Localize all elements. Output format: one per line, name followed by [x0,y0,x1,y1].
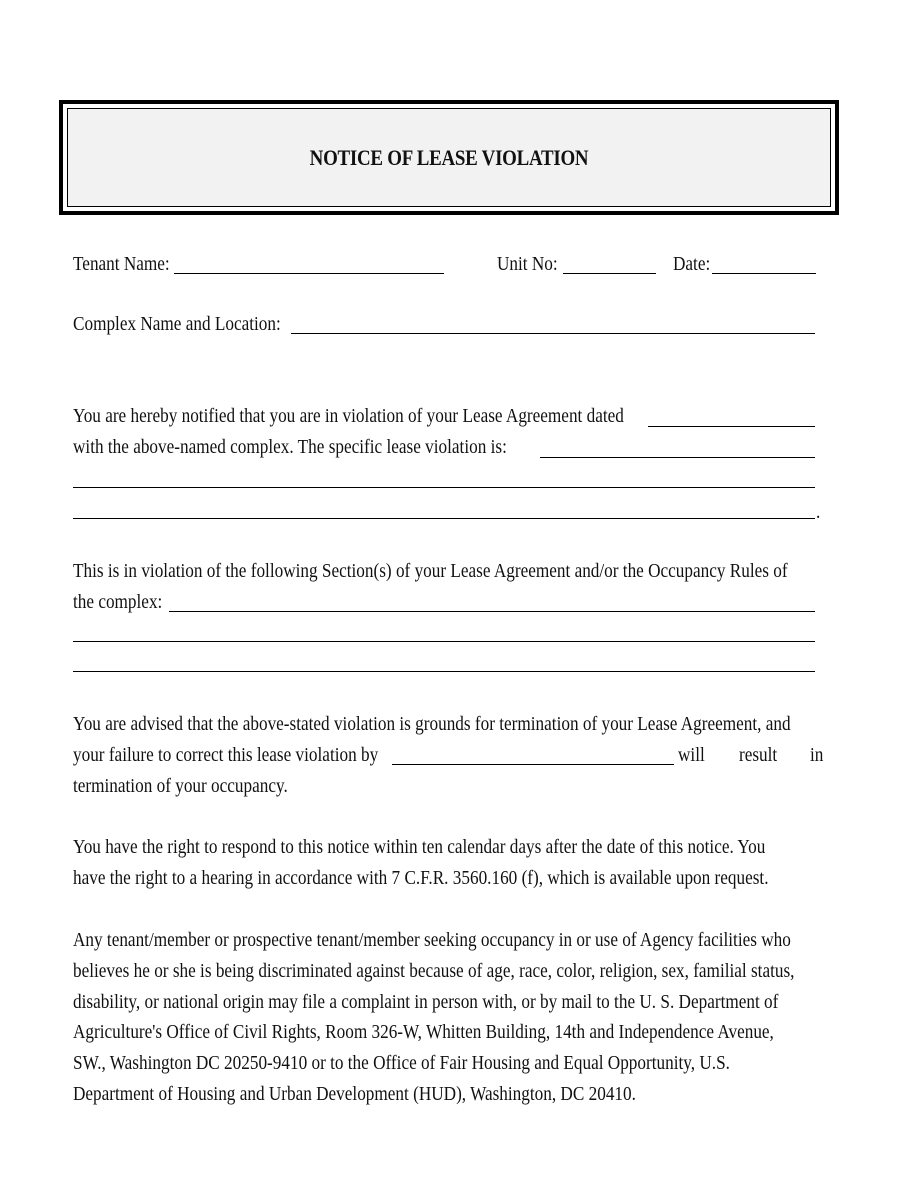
title-box [59,100,839,215]
para1-line2: with the above-named complex. The specific lease violation is: [73,436,507,458]
tenant-name-label: Tenant Name: [73,253,170,275]
section-field-2[interactable] [73,641,815,642]
complex-field[interactable] [291,333,815,334]
para4-line2: have the right to a hearing in accordance with 7 C.F.R. 3560.160 (f), which is available upon request. [73,867,769,889]
violation-field-1[interactable] [540,457,815,458]
unit-no-label: Unit No: [497,253,558,275]
para5-line6: Department of Housing and Urban Development (HUD), Washington, DC 20410. [73,1083,636,1105]
document-title: NOTICE OF LEASE VIOLATION [309,144,589,170]
tenant-name-field[interactable] [174,273,444,274]
correction-date-field[interactable] [392,764,674,765]
para5-line2: believes he or she is being discriminated against because of age, race, color, religion, sex, familial status, [73,960,795,982]
para3-line1: You are advised that the above-stated violation is grounds for termination of your Lease Agreement, and [73,713,791,735]
para3-line2-d: in [810,744,824,766]
unit-no-field[interactable] [563,273,656,274]
para3-line2-b: will [678,744,705,766]
violation-field-2[interactable] [73,487,815,488]
para2-line1: This is in violation of the following Section(s) of your Lease Agreement and/or the Occupancy Rules of [73,560,788,582]
title-inner-frame [67,108,831,207]
para1-end-period: . [816,501,821,523]
para5-line5: SW., Washington DC 20250-9410 or to the Office of Fair Housing and Equal Opportunity, U.S. [73,1052,730,1074]
date-field[interactable] [712,273,816,274]
para5-line4: Agriculture's Office of Civil Rights, Room 326-W, Whitten Building, 14th and Independence Avenue, [73,1021,774,1043]
para3-line2-c: result [739,744,778,766]
section-field-3[interactable] [73,671,815,672]
date-label: Date: [673,253,711,275]
para5-line1: Any tenant/member or prospective tenant/member seeking occupancy in or use of Agency facilities who [73,929,791,951]
para3-line2-a: your failure to correct this lease violation by [73,744,379,766]
section-field-1[interactable] [169,611,815,612]
complex-label: Complex Name and Location: [73,313,281,335]
para4-line1: You have the right to respond to this notice within ten calendar days after the date of this notice. You [73,836,766,858]
para5-line3: disability, or national origin may file a complaint in person with, or by mail to the U. S. Department of [73,991,779,1013]
para1-line1: You are hereby notified that you are in violation of your Lease Agreement dated [73,405,624,427]
lease-date-field[interactable] [648,426,815,427]
para3-line3: termination of your occupancy. [73,775,288,797]
para2-line2: the complex: [73,591,163,613]
violation-field-3[interactable] [73,518,815,519]
